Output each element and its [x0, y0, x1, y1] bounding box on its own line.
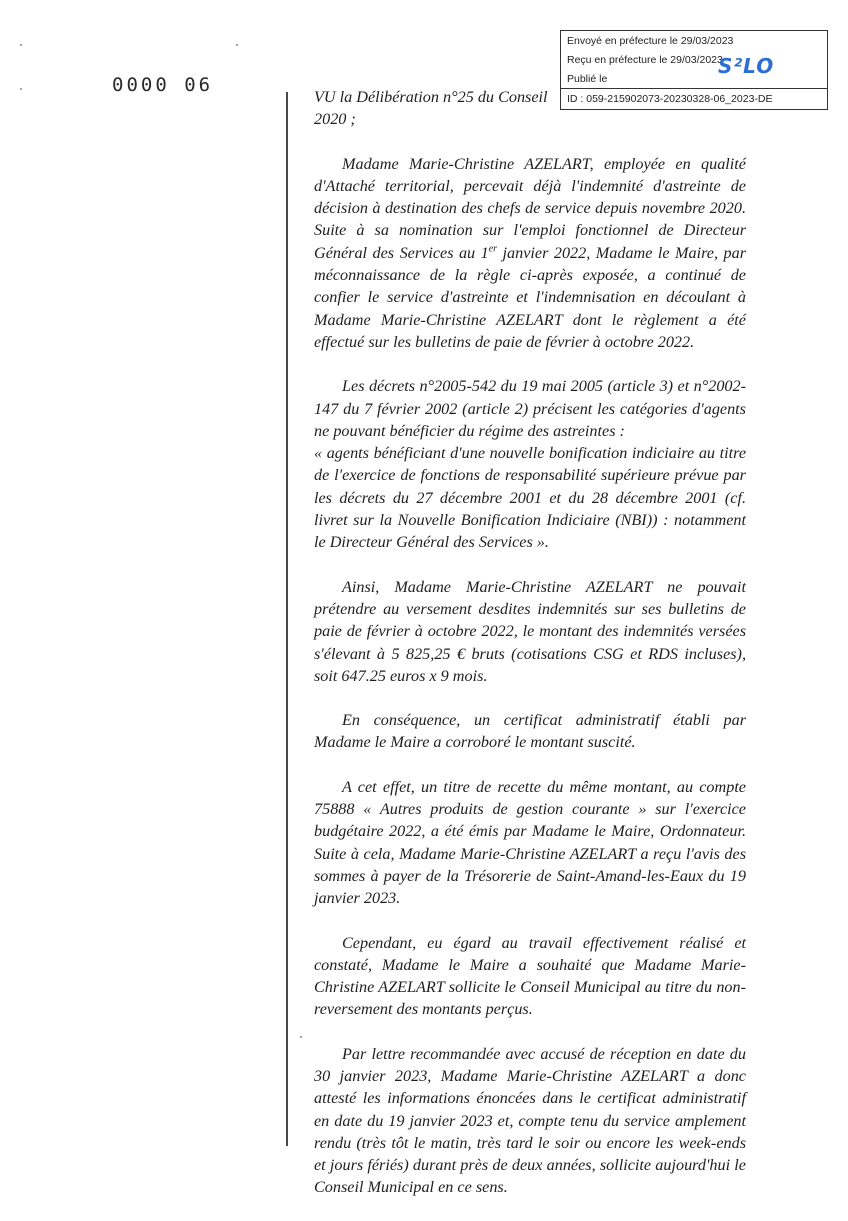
vu-line-1: VU la Délibération n°25 du Conseil — [314, 88, 548, 106]
paragraph-decrets — [314, 375, 746, 553]
stamp-sent-line: Envoyé en préfecture le 29/03/2023 — [567, 35, 734, 47]
paragraph-indemnite-text-end: janvier 2022, Madame le Maire, par méconnaissance de la règle ci-après exposée, a continué de confier le service d'astreinte et l'indemnisation en découlant à Madame Marie-Christine AZELART dont le règlement a été effectué sur les bulletins de paie de février à octobre 2022. — [314, 243, 746, 351]
paragraph-decrets-intro: Les décrets n°2005-542 du 19 mai 2005 (article 3) et n°2002-147 du 7 février 2002 (article 2) précisent les catégories d'agents ne pouvant bénéficier du régime des astreintes : — [314, 377, 746, 440]
vu-line-2: 2020 ; — [314, 110, 356, 129]
paragraph-titre-recette: A cet effet, un titre de recette du même montant, au compte 75888 « Autres produits de gestion courante » sur l'exercice budgétaire 2022, a été émis par Madame le Maire, Ordonnateur. Suite à cela, Madame Marie-Christine AZELART a reçu l'avis des sommes à payer de la Trésorerie de Saint-Amand-les-Eaux du 19 janvier 2023. — [314, 777, 746, 908]
paragraph-decrets-quote: « agents bénéficiant d'une nouvelle bonification indiciaire au titre de l'exercice de fonctions de responsabilité supérieure prévue par les décrets du 27 décembre 2001 et du 28 décembre 2001 (cf. livret sur la Nouvelle Bonification Indiciaire (NBI)) : notamment le Directeur Général des Services ». — [314, 444, 746, 552]
paragraph-consequence: En conséquence, un certificat administratif établi par Madame le Maire a corroboré le montant suscité. — [314, 711, 746, 752]
scan-speck — [236, 44, 238, 46]
scan-speck — [20, 44, 22, 46]
stamp-published-line: Publié le — [567, 73, 608, 85]
s2lo-signature-mark: S²LO — [718, 54, 775, 78]
paragraph-indemnite-text: Madame Marie-Christine AZELART, employée en qualité d'Attaché territorial, percevait déjà l'indemnité d'astreinte de décision à destination des chefs de service depuis novembre 2020. Suite à sa nomination sur l'emploi fonctionnel de Directeur Général des Services au 1 — [314, 154, 746, 262]
paragraph-cependant: Cependant, eu égard au travail effectivement réalisé et constaté, Madame le Maire a souhaité que Madame Marie-Christine AZELART sollicite le Conseil Municipal au titre du non-reversement des montants perçus. — [314, 933, 746, 1019]
margin-rule — [286, 92, 288, 1146]
stamp-id-line: ID : 059-215902073-20230328-06_2023-DE — [567, 93, 773, 105]
paragraph-vu-deliberation — [314, 86, 548, 131]
page-number: 0000 06 — [112, 74, 214, 96]
stamp-received-line: Reçu en préfecture le 29/03/2023 — [567, 54, 723, 66]
paragraph-indemnite — [314, 153, 746, 354]
scan-speck — [300, 1036, 302, 1038]
scan-speck — [20, 88, 22, 90]
document-body — [314, 86, 746, 1221]
paragraph-lettre-recommandee: Par lettre recommandée avec accusé de réception en date du 30 janvier 2023, Madame Marie-Christine AZELART a donc attesté les informations énoncées dans le certificat administratif en date du 19 janvier 2023 et, compte tenu du service amplement rendu (très tôt le matin, très tard le soir ou encore les week-ends et jours fériés) durant près de deux années, sollicite aujourd'hui le Conseil Municipal en ce sens. — [314, 1044, 746, 1197]
paragraph-ainsi: Ainsi, Madame Marie-Christine AZELART ne pouvait prétendre au versement desdites indemnités sur ses bulletins de paie de février à octobre 2022, le montant des indemnités versées s'élevant à 5 825,25 € bruts (cotisations CSG et RDS incluses), soit 647.25 euros x 9 mois. — [314, 577, 746, 685]
ordinal-superscript: er — [488, 243, 498, 255]
